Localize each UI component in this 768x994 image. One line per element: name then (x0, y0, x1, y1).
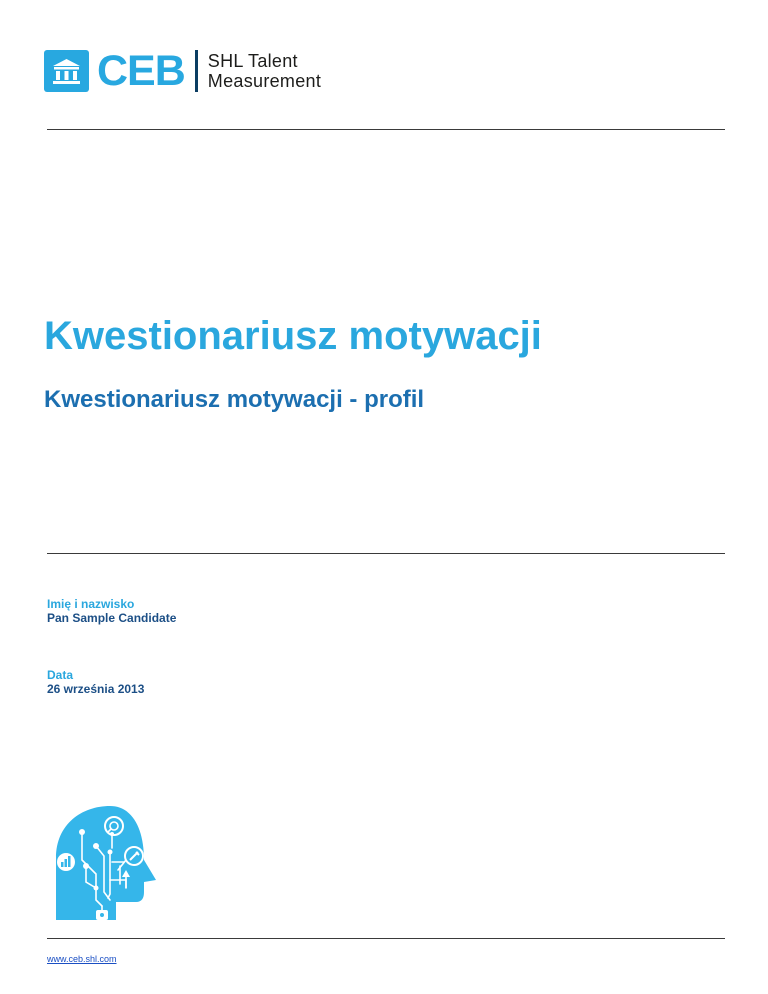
report-title: Kwestionariusz motywacji (44, 314, 542, 358)
building-columns-icon (44, 50, 89, 92)
bottom-divider (47, 938, 725, 939)
date-label: Data (47, 668, 74, 682)
name-value: Pan Sample Candidate (47, 611, 177, 625)
top-divider (47, 129, 725, 130)
brand-name: CEB (97, 47, 185, 95)
footer-website-link[interactable]: www.ceb.shl.com (47, 954, 117, 964)
name-label: Imię i nazwisko (47, 597, 135, 611)
head-circuit-icon (52, 804, 164, 929)
brand-line-1: SHL Talent (207, 51, 298, 71)
brand-subtitle (208, 51, 321, 91)
brand-logo (44, 47, 322, 95)
brand-line-2: Measurement (207, 71, 322, 91)
report-subtitle: Kwestionariusz motywacji - profil (44, 386, 425, 413)
brand-divider (195, 50, 198, 92)
date-value: 26 września 2013 (47, 682, 145, 696)
middle-divider (47, 553, 725, 554)
